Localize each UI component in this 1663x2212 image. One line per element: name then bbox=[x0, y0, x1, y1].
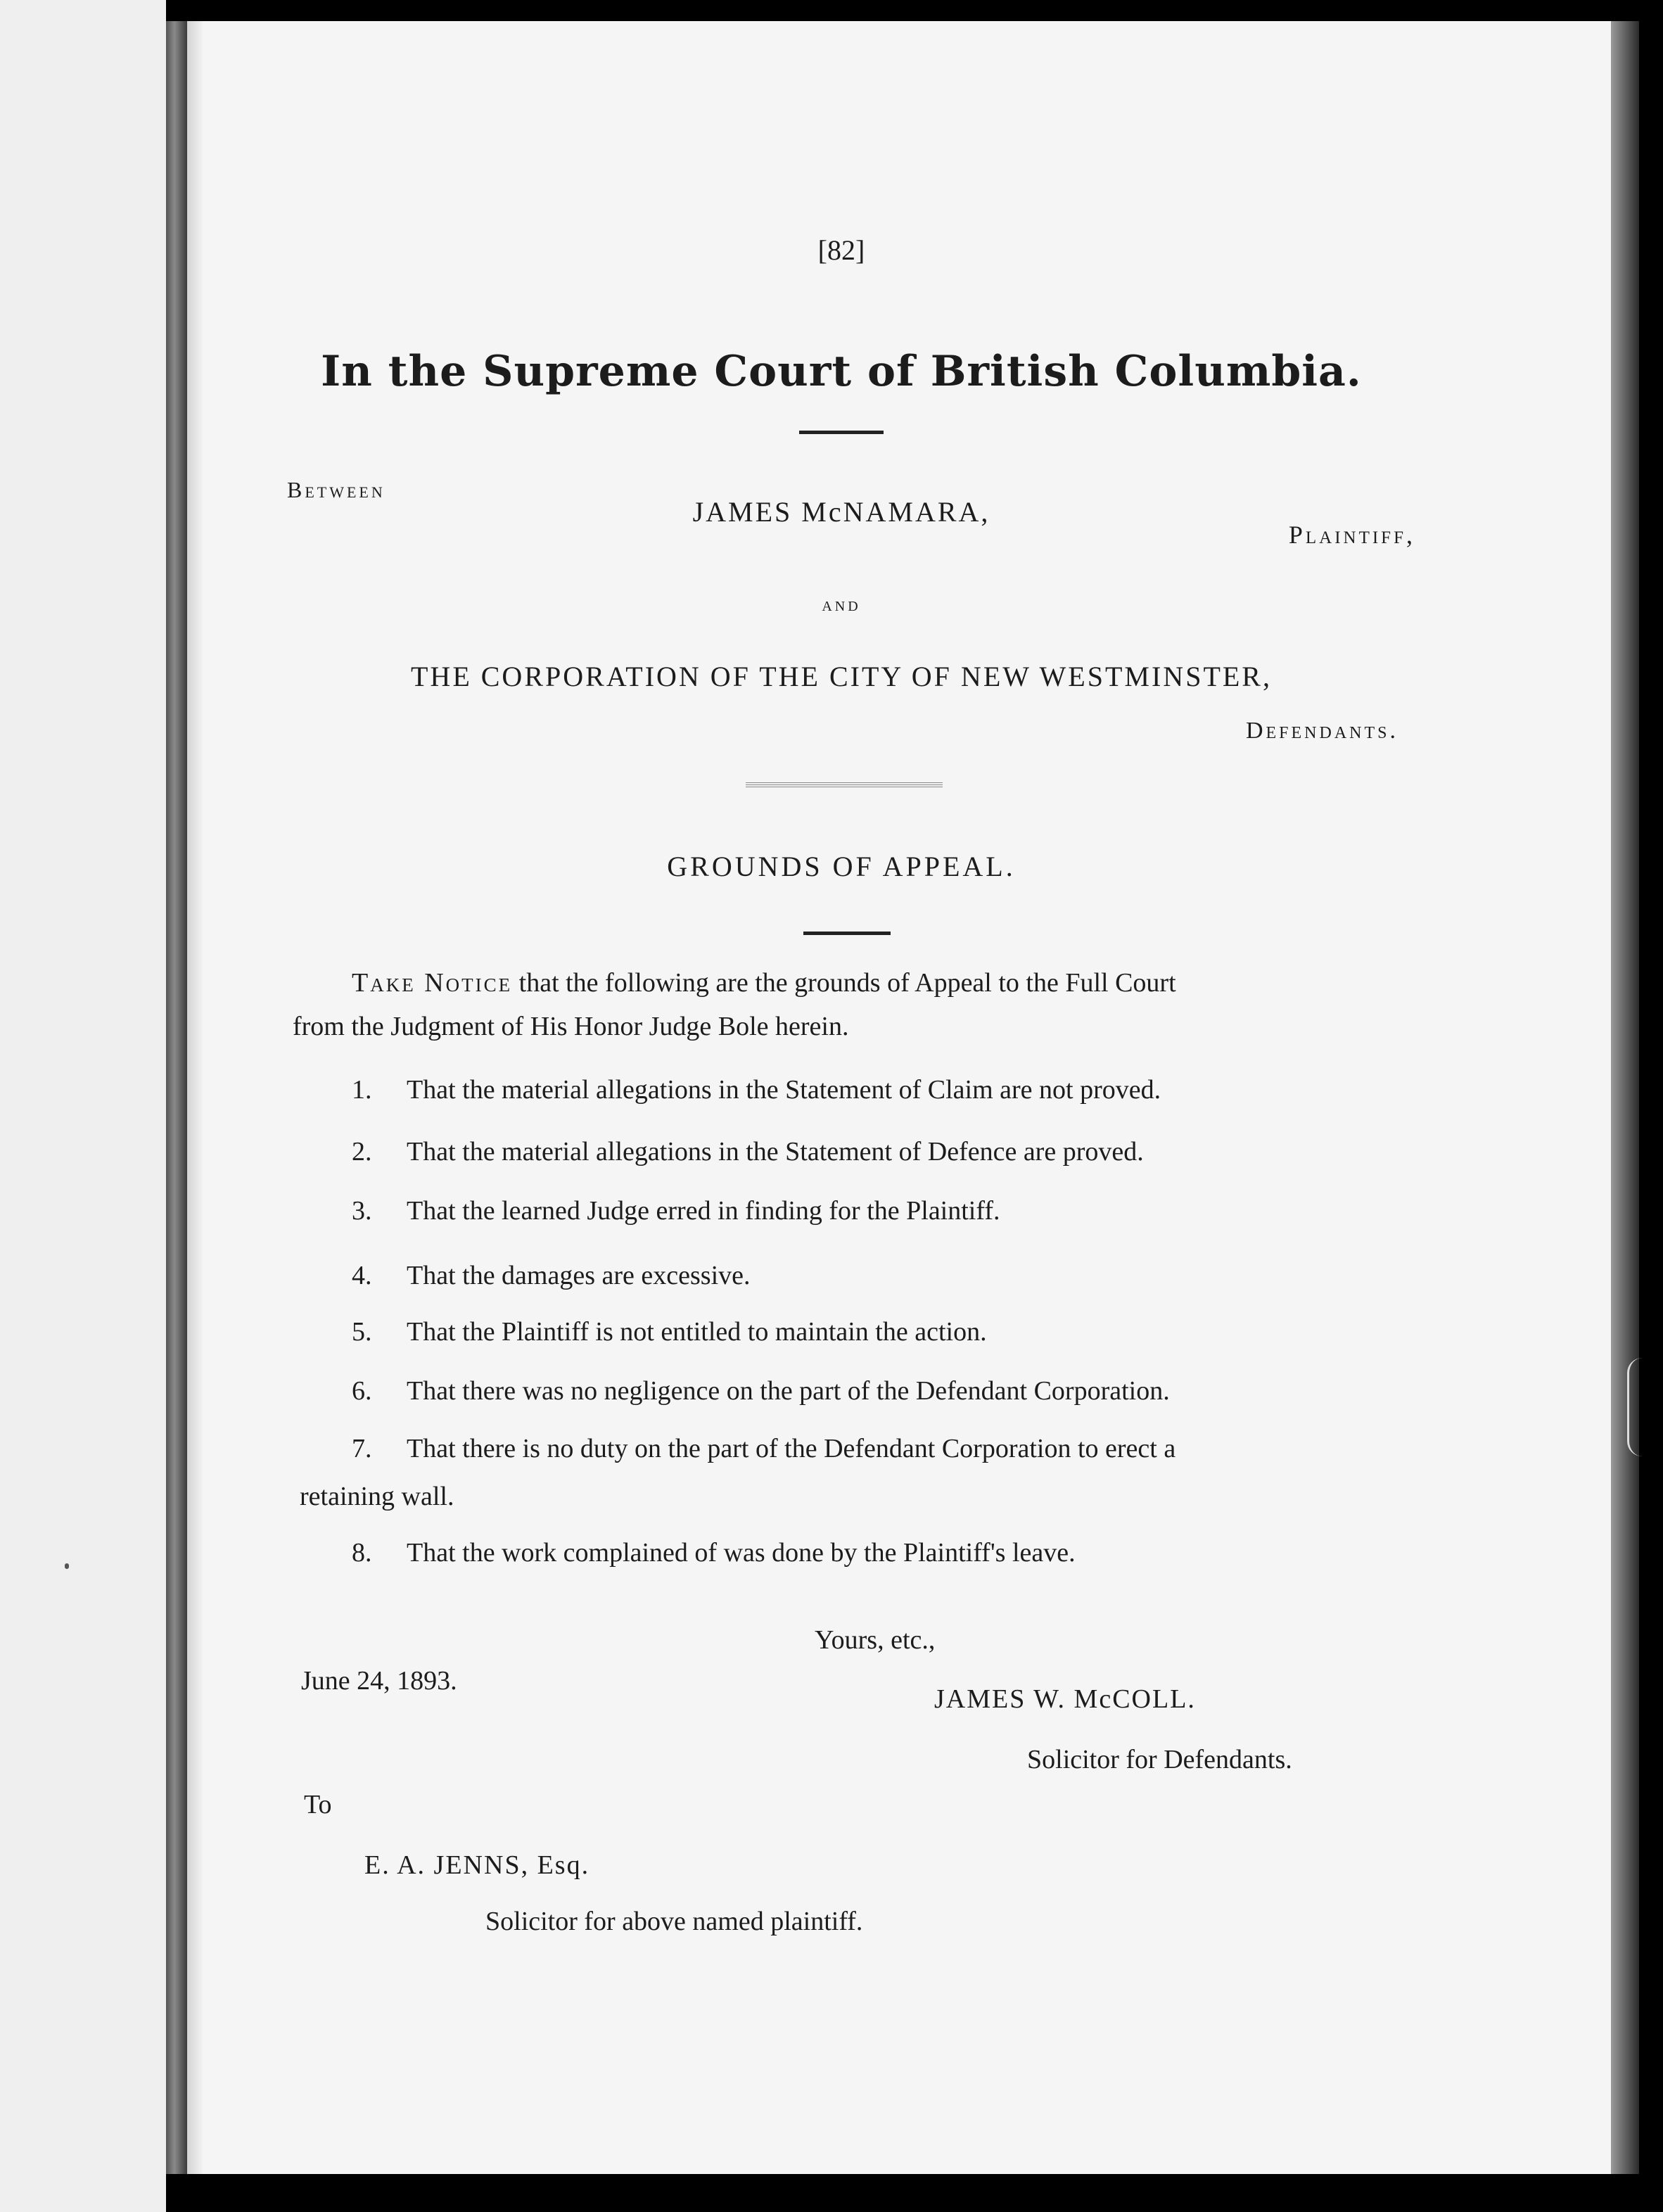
notice-paragraph-line-1 bbox=[352, 970, 1176, 996]
ground-number: 7. bbox=[352, 1434, 372, 1463]
ground-item bbox=[352, 1539, 1076, 1566]
ground-number: 3. bbox=[352, 1196, 372, 1226]
ground-item bbox=[352, 1318, 987, 1345]
stray-ink-dot bbox=[65, 1563, 69, 1569]
closing-line: Yours, etc., bbox=[815, 1625, 936, 1655]
stray-thread-mark bbox=[1627, 1358, 1657, 1456]
between-label: Between bbox=[287, 477, 386, 502]
and-label: and bbox=[822, 594, 861, 616]
notice-paragraph-line-2: from the Judgment of His Honor Judge Bole herein. bbox=[293, 1012, 849, 1041]
book-spine bbox=[166, 21, 187, 2174]
grounds-heading: GROUNDS OF APPEAL. bbox=[667, 851, 1016, 882]
notice-lead: Take Notice bbox=[352, 968, 513, 998]
recipient-name: E. A. JENNS, Esq. bbox=[364, 1850, 590, 1880]
page-gutter bbox=[187, 21, 203, 2174]
document-date: June 24, 1893. bbox=[301, 1666, 457, 1696]
solicitor-name: JAMES W. McCOLL. bbox=[934, 1684, 1196, 1714]
ground-number: 1. bbox=[352, 1075, 372, 1105]
plaintiff-label: Plaintiff, bbox=[1288, 521, 1415, 549]
ground-item bbox=[352, 1435, 1175, 1462]
to-label: To bbox=[304, 1790, 332, 1819]
ground-item bbox=[352, 1262, 751, 1289]
section-divider bbox=[746, 782, 943, 787]
defendant-name: THE CORPORATION OF THE CITY OF NEW WESTMINSTER, bbox=[411, 661, 1272, 692]
ground-text: That the learned Judge erred in finding for the Plaintiff. bbox=[407, 1196, 1000, 1226]
heading-rule bbox=[803, 932, 891, 935]
ground-text: That the Plaintiff is not entitled to maintain the action. bbox=[407, 1317, 987, 1347]
ground-text: That the work complained of was done by the Plaintiff's leave. bbox=[407, 1538, 1076, 1568]
ground-number: 4. bbox=[352, 1261, 372, 1290]
court-title: In the Supreme Court of British Columbia. bbox=[321, 347, 1362, 396]
ground-text-continuation: retaining wall. bbox=[300, 1482, 454, 1511]
page-edge-shadow bbox=[1611, 21, 1639, 2174]
defendants-label: Defendants. bbox=[1245, 718, 1398, 744]
title-rule bbox=[799, 431, 884, 434]
ground-text: That there was no negligence on the part of the Defendant Corporation. bbox=[407, 1376, 1170, 1406]
page-number: [82] bbox=[817, 234, 865, 266]
ground-number: 6. bbox=[352, 1376, 372, 1406]
recipient-title: Solicitor for above named plaintiff. bbox=[485, 1907, 863, 1936]
ground-text: That the damages are excessive. bbox=[407, 1261, 751, 1290]
ground-number: 8. bbox=[352, 1538, 372, 1568]
ground-item bbox=[352, 1197, 1000, 1224]
ground-text: That there is no duty on the part of the Defendant Corporation to erect a bbox=[407, 1434, 1176, 1463]
plaintiff-name: JAMES McNAMARA, bbox=[692, 496, 990, 528]
ground-text: That the material allegations in the Statement of Defence are proved. bbox=[407, 1137, 1144, 1167]
ground-number: 5. bbox=[352, 1317, 372, 1347]
ground-number: 2. bbox=[352, 1137, 372, 1167]
notice-text: that the following are the grounds of Appeal to the Full Court bbox=[512, 968, 1176, 998]
ground-text: That the material allegations in the Statement of Claim are not proved. bbox=[407, 1075, 1161, 1105]
ground-item bbox=[352, 1378, 1170, 1404]
ground-item bbox=[352, 1138, 1144, 1165]
facing-page bbox=[0, 0, 166, 2212]
ground-item bbox=[352, 1076, 1161, 1103]
solicitor-title: Solicitor for Defendants. bbox=[1027, 1745, 1292, 1774]
